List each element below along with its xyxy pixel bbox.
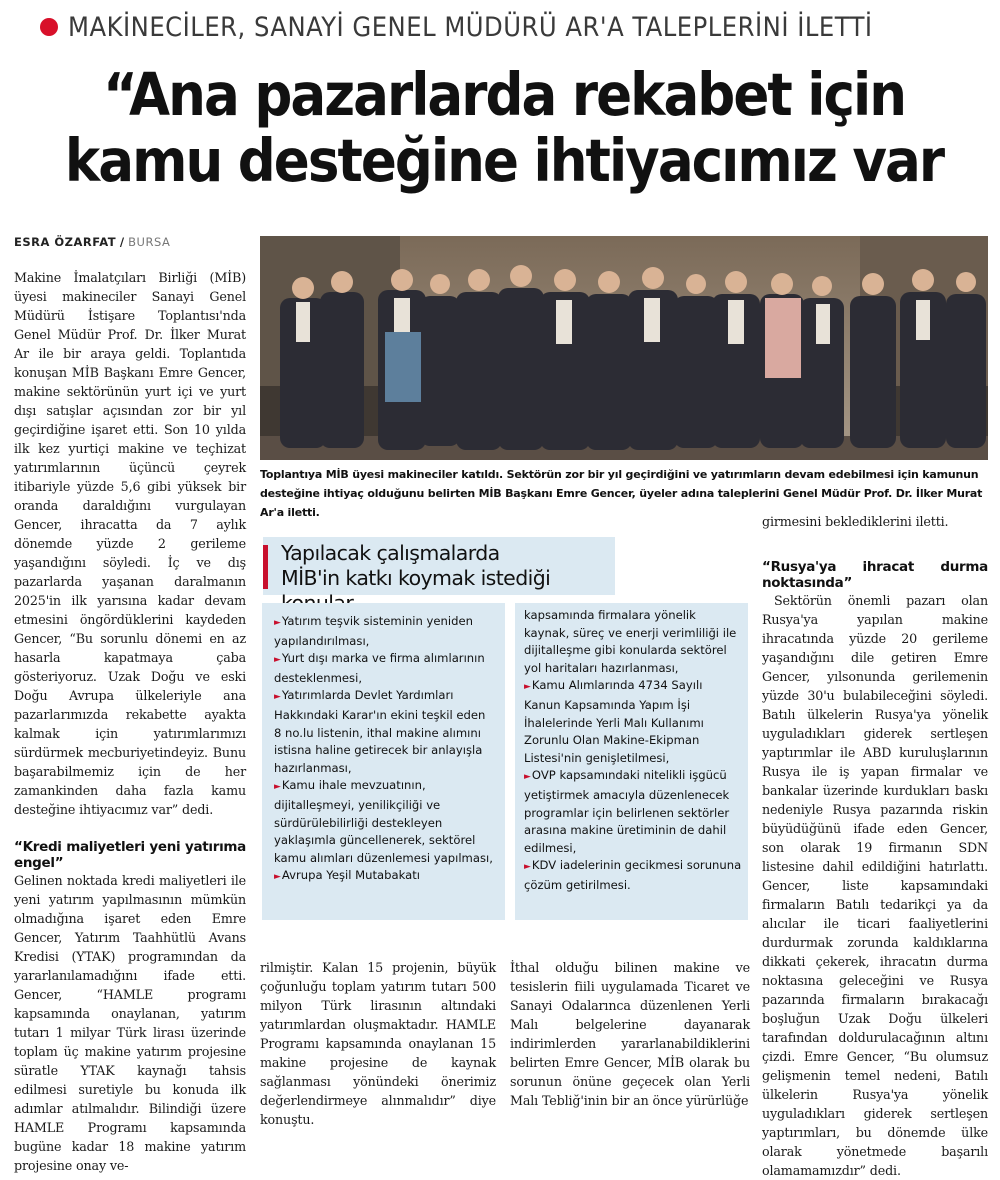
bullet-item: ►Yurt dışı marka ve firma alımlarının desteklenmesi,: [274, 651, 485, 685]
box-title-line-1: Yapılacak çalışmalarda: [281, 541, 500, 565]
subhead-credit: “Kredi maliyetleri yeni yatırıma engel”: [14, 839, 246, 871]
headline-line-1: “Ana pazarlarda rekabet için: [102, 60, 906, 129]
column-4: [762, 512, 988, 1180]
bullet-item: ►Kamu Alımlarında 4734 Sayılı Kanun Kapsamında Yapım İşi İhalelerinde Yerli Malı Kullanımı Zorunlu Olan Makine-Ekipman Listesi'nin genişletilmesi,: [524, 678, 704, 765]
bullet-item: ►Yatırım teşvik sisteminin yeniden yapılandırılması,: [274, 614, 473, 648]
triangle-bullet-icon: ►: [524, 772, 531, 783]
column-2: [260, 958, 496, 1129]
group-photo-image: [260, 236, 988, 460]
box-title-line-2: MİB'in katkı koymak istediği: [281, 566, 551, 590]
meeting-photo: [260, 236, 988, 460]
red-bullet-icon: [40, 18, 58, 36]
credit-paragraph: Gelinen noktada kredi maliyetleri ile yeni yatırım yapılmasının mümkün olmadığına işaret eden Emre Gencer, Yatırım Taahhütlü Avans Kredisi (YTAK) programından da yararlanılamadığını ifade etti. Gencer, “HAMLE programı kapsamında onaylanan, yatırım tutarı 1 milyar Türk lirası üzerinde toplam üç makine yatırım projesine süratle YTAK kaynağı tahsis edilmesi suretiyle bu konuda ilk adımlar atılmalıdır. Bilindiği üzere HAMLE Programı kapsamında bugüne kadar 18 makine yatırım projesine onay ve-: [14, 873, 246, 1173]
byline-location: BURSA: [128, 235, 171, 249]
triangle-bullet-icon: ►: [524, 862, 531, 873]
russia-paragraph: Sektörün önemli pazarı olan Rusya'ya yapılan makine ihracatında yüzde 20 gerileme yaşandığını dile getiren Emre Gencer, yılsonunda gerilemenin yüzde 30'u bulabileceğini söyledi. Batılı ülkelerin Rusya'ya yönelik uyguladıkları giderek sertleşen yaptırımlar ile ABD kuruluşlarının Rusya ile iş yapan firmalar ve bankalar üzerinde kurdukları baskı nedeniyle Rusya pazarında riskin büyüdüğünü ifade eden Gencer, son olarak 19 firmanın SDN listesine dahil edildiğini hatırlattı. Gencer, liste kapsamındaki firmaların Batılı tedarikçi ya da alıcılar ile ticari faaliyetlerini durdurmak zorunda kaldıklarına dikkati çekerek, ihracatın durma noktasına geleceğini ve Rusya pazarında firmaların bırakacağı boşluğun Uzak Doğu ülkeleri tarafından doldurulacağının altını çizdi. Emre Gencer, “Bu olumsuz gelişmenin temel nedeni, Batılı ülkelerin Rusya'ya yönelik uyguladıkları giderek sertleşen yaptırımları, bu dönemde ülke olarak yönetmede başarılı olamamamızdır” dedi.: [762, 593, 988, 1178]
bullet-box: [262, 603, 748, 920]
column-1: [14, 268, 246, 1175]
triangle-bullet-icon: ►: [274, 618, 281, 628]
column-4-top: girmesini beklediklerini iletti.: [762, 514, 949, 529]
bullet-item: ►Avrupa Yeşil Mutabakatı: [274, 868, 420, 883]
headline-line-2: kamu desteğine ihtiyacımız var: [64, 126, 944, 195]
intro-paragraph: Makine İmalatçıları Birliği (MİB) üyesi makineciler Sanayi Genel Müdürü İstişare Toplantısı'nda Genel Müdür Prof. Dr. İlker Murat Ar ile bir araya geldi. Toplantıda konuşan MİB Başkanı Emre Gencer, makine sektörünün yurt içi ve yurt dışı satışlar açısından zor bir yıl geçirdiğine işaret etti. Son 10 yılda ilk kez yurtiçi makine ve teçhizat yatırımlarının üçüncü çeyrek itibariyle yüzde 5,6 gibi yüksek bir oranda daraldığını vurgulayan Gencer, ihracatta da 7 aylık dönemde yüzde 2 gerileme yaşandığını söyledi. İç ve dış pazarlarda yaşanan daralmanın 2025'in ilk yarısına kadar devam etmesini öngördüklerini kaydeden Gencer, “Bu sorunlu dönemi en az hasarla kapatmaya çaba gösteriyoruz. Uzak Doğu ve eski Doğu Avrupa ülkeleriyle ana pazarlarımızda rekabette ayakta kalmak için yatırımlarımızı sürdürmek mecburiyetindeyiz. Bunu başarabilmemiz için de her zamankinden daha fazla kamu desteğine ihtiyacımız var” dedi.: [14, 270, 246, 817]
byline: [14, 235, 170, 249]
byline-separator: /: [119, 235, 125, 249]
bullet-item: ►OVP kapsamındaki nitelikli işgücü yetiştirmek amacıyla düzenlenecek programlar için belirlenen sektörler arasına makine üretiminin de dahil edilmesi,: [524, 768, 730, 855]
bullet-column-right: [524, 607, 742, 895]
column-3-text: İthal olduğu bilinen makine ve tesislerin fiili uygulamada Ticaret ve Sanayi Odalarınca düzenlenen Yerli Malı belgelerine dayanarak indirimlerden yararlanabildiklerini belirten Emre Gencer, MİB olarak bu sorunun önüne geçecek olan Yerli Malı Tebliğ'inin bir an önce yürürlüğe: [510, 960, 750, 1108]
bullet-item: ►Kamu ihale mevzuatının, dijitalleşmeyi, yenilikçiliği ve sürdürülebilirliği destekleyen yaklaşımla güncellenerek, sektörel kamu alımları düzenlemesi yapılması,: [274, 778, 493, 865]
column-3: [510, 958, 750, 1110]
accent-bar: [263, 545, 268, 589]
photo-caption: Toplantıya MİB üyesi makineciler katıldı. Sektörün zor bir yıl geçirdiğini ve yatırımların devam edebilmesi için kamunun desteğine ihtiyaç olduğunu belirten MİB Başkanı Emre Gencer, üyeler adına taleplerini Genel Müdür Prof. Dr. İlker Murat Ar'a iletti.: [260, 468, 983, 519]
triangle-bullet-icon: ►: [524, 682, 531, 693]
bullet-column-left: [274, 613, 496, 887]
bullet-continuation: kapsamında firmalara yönelik kaynak, süreç ve enerji verimliliği ile dijitalleşme gibi konularda sektörel yol haritaları hazırlanması,: [524, 608, 737, 675]
kicker: [40, 10, 990, 44]
triangle-bullet-icon: ►: [274, 872, 281, 883]
subhead-russia: “Rusya'ya ihracat durma noktasında”: [762, 559, 988, 591]
triangle-bullet-icon: ►: [274, 692, 281, 703]
headline: [63, 62, 945, 194]
kicker-text: MAKİNECİLER, SANAYİ GENEL MÜDÜRÜ AR'A TALEPLERİNİ İLETTİ: [68, 11, 873, 43]
bullet-item: ►KDV iadelerinin gecikmesi sorununa çözüm getirilmesi.: [524, 858, 742, 892]
bullet-item: ►Yatırımlarda Devlet Yardımları Hakkındaki Karar'ın ekini teşkil eden 8 no.lu listenin, ithal makine alımını istisna haline getirecek bir anlayışla hazırlanması,: [274, 688, 486, 775]
column-2-text: rilmiştir. Kalan 15 projenin, büyük çoğunluğu toplam yatırım tutarı 500 milyon Türk lirasının altındaki yatırımlardan oluşmaktadır. HAMLE Programı kapsamında onaylanan 15 makine projesine de kaynak sağlanması yönündeki önerimiz değerlendirmeye alınmalıdır” diye konuştu.: [260, 960, 496, 1127]
triangle-bullet-icon: ►: [274, 782, 281, 793]
byline-author: ESRA ÖZARFAT: [14, 235, 117, 249]
triangle-bullet-icon: ►: [274, 655, 281, 666]
sidebar-box-title: [263, 537, 615, 595]
